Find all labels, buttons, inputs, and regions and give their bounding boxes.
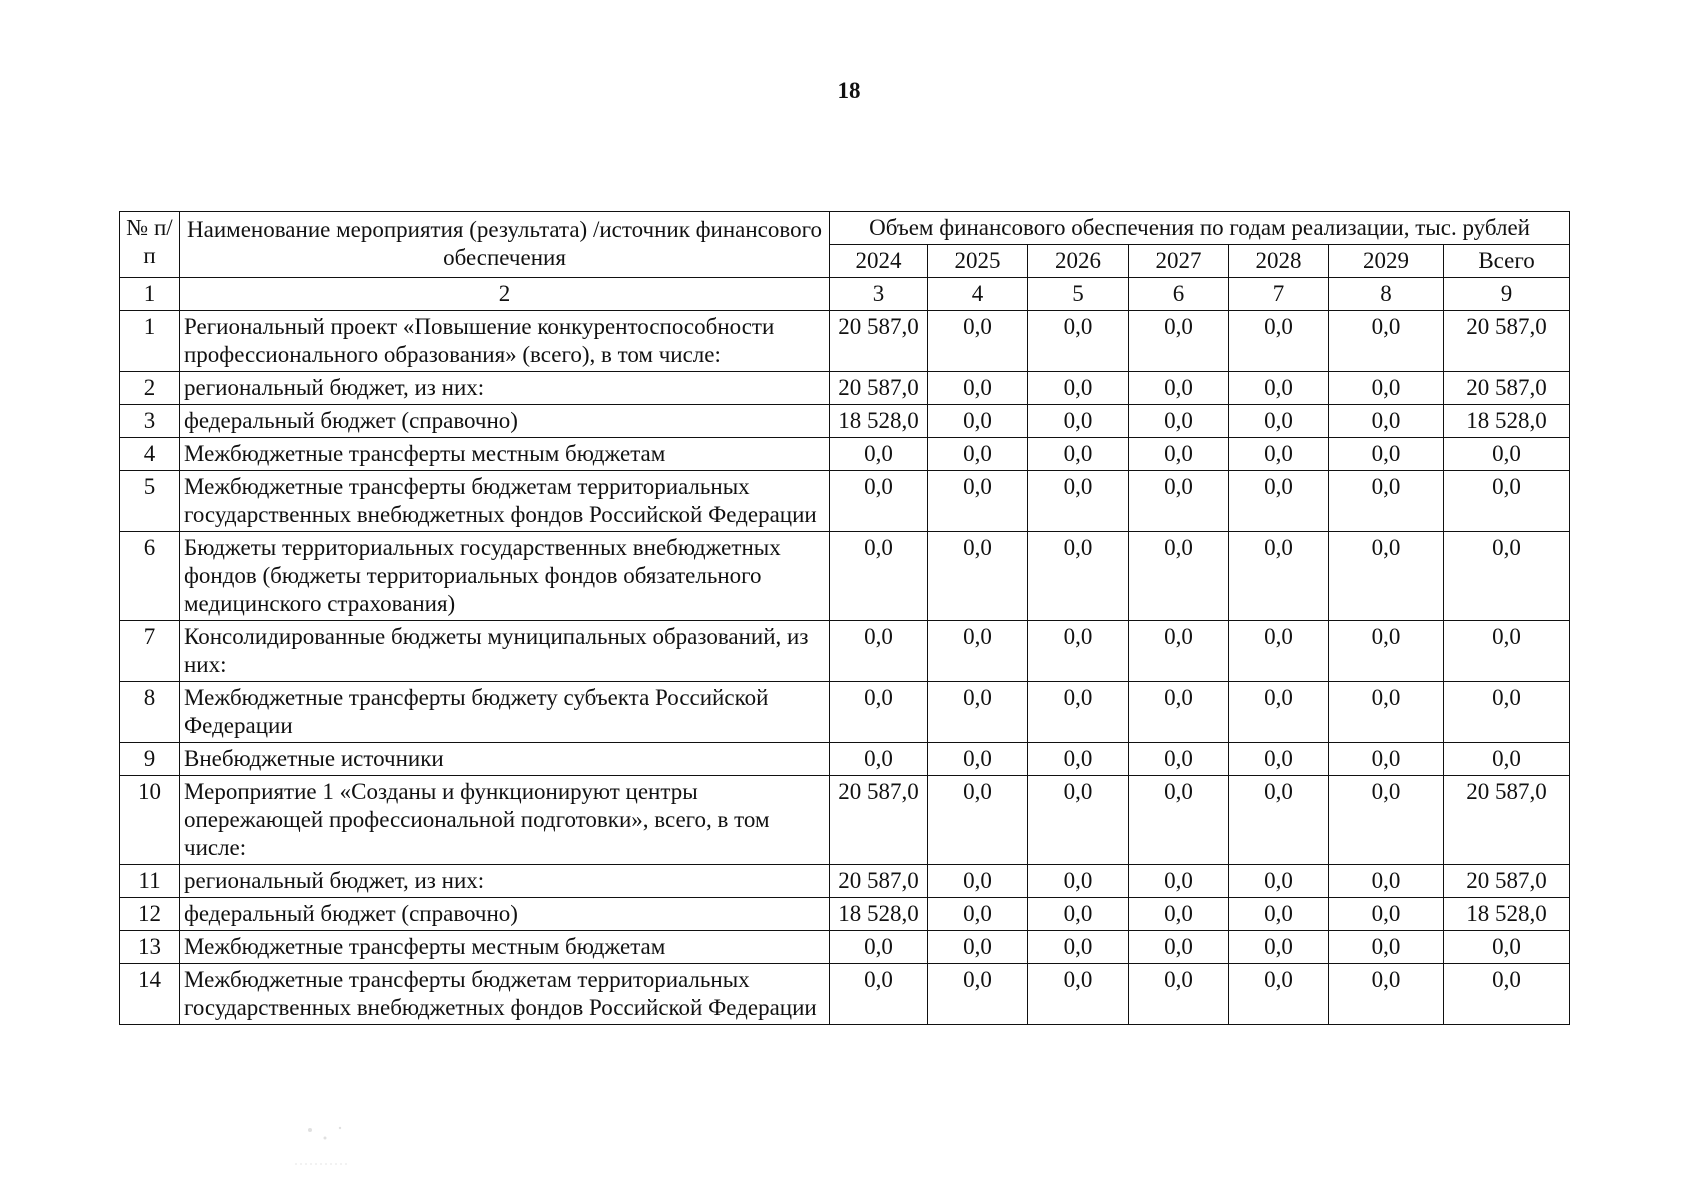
row-year-value: 0,0: [1129, 405, 1229, 438]
scan-artifact: [290, 1120, 360, 1170]
column-number: 2: [180, 278, 830, 311]
row-number: 3: [120, 405, 180, 438]
row-year-value: 0,0: [1129, 964, 1229, 1025]
column-number: 5: [1028, 278, 1129, 311]
row-total-value: 0,0: [1444, 682, 1570, 743]
row-name: Межбюджетные трансферты местным бюджетам: [180, 438, 830, 471]
row-total-value: 20 587,0: [1444, 776, 1570, 865]
row-year-value: 0,0: [928, 372, 1028, 405]
header-year: 2029: [1329, 245, 1444, 278]
row-year-value: 0,0: [1329, 311, 1444, 372]
row-total-value: 0,0: [1444, 471, 1570, 532]
row-year-value: 0,0: [1129, 898, 1229, 931]
page-number: 18: [837, 78, 861, 103]
row-year-value: 0,0: [1329, 621, 1444, 682]
column-number: 8: [1329, 278, 1444, 311]
table-row: [120, 964, 1570, 1025]
row-year-value: 0,0: [830, 471, 928, 532]
column-number: 1: [120, 278, 180, 311]
table-row: [120, 311, 1570, 372]
row-year-value: 0,0: [1229, 405, 1329, 438]
table-row: [120, 372, 1570, 405]
row-year-value: 0,0: [1329, 964, 1444, 1025]
row-number: 1: [120, 311, 180, 372]
row-number: 11: [120, 865, 180, 898]
row-number: 13: [120, 931, 180, 964]
header-year: 2027: [1129, 245, 1229, 278]
table-row: [120, 438, 1570, 471]
row-name: Межбюджетные трансферты местным бюджетам: [180, 931, 830, 964]
row-year-value: 20 587,0: [830, 311, 928, 372]
row-year-value: 20 587,0: [830, 865, 928, 898]
row-name: Межбюджетные трансферты бюджетам территориальных государственных внебюджетных фондов Российской Федерации: [180, 964, 830, 1025]
header-num: № п/п: [120, 212, 180, 278]
row-year-value: 0,0: [928, 776, 1028, 865]
table-row: [120, 532, 1570, 621]
row-total-value: 18 528,0: [1444, 405, 1570, 438]
row-year-value: 0,0: [928, 682, 1028, 743]
row-year-value: 0,0: [1028, 964, 1129, 1025]
row-year-value: 0,0: [1329, 931, 1444, 964]
column-number: 3: [830, 278, 928, 311]
table-row: [120, 898, 1570, 931]
row-name: Внебюджетные источники: [180, 743, 830, 776]
row-name: региональный бюджет, из них:: [180, 372, 830, 405]
row-year-value: 0,0: [1329, 372, 1444, 405]
row-total-value: 0,0: [1444, 931, 1570, 964]
row-name: региональный бюджет, из них:: [180, 865, 830, 898]
row-number: 9: [120, 743, 180, 776]
row-year-value: 20 587,0: [830, 372, 928, 405]
row-year-value: 0,0: [1028, 682, 1129, 743]
row-year-value: 0,0: [1028, 471, 1129, 532]
row-year-value: 0,0: [1329, 743, 1444, 776]
row-year-value: 20 587,0: [830, 776, 928, 865]
row-year-value: 0,0: [1129, 471, 1229, 532]
row-year-value: 0,0: [1329, 865, 1444, 898]
row-year-value: 0,0: [1329, 682, 1444, 743]
row-year-value: 0,0: [1229, 311, 1329, 372]
row-name: Межбюджетные трансферты бюджету субъекта Российской Федерации: [180, 682, 830, 743]
row-year-value: 0,0: [1028, 743, 1129, 776]
row-year-value: 0,0: [928, 865, 1028, 898]
row-year-value: 0,0: [1329, 532, 1444, 621]
row-number: 4: [120, 438, 180, 471]
column-number-row: [120, 278, 1570, 311]
row-year-value: 0,0: [1028, 405, 1129, 438]
row-year-value: 0,0: [1229, 621, 1329, 682]
table-row: [120, 743, 1570, 776]
header-year: 2025: [928, 245, 1028, 278]
row-year-value: 18 528,0: [830, 898, 928, 931]
row-number: 2: [120, 372, 180, 405]
row-number: 12: [120, 898, 180, 931]
row-year-value: 0,0: [1229, 438, 1329, 471]
row-name: Бюджеты территориальных государственных внебюджетных фондов (бюджеты территориальных фондов обязательного медицинского страхования): [180, 532, 830, 621]
column-number: 6: [1129, 278, 1229, 311]
row-year-value: 0,0: [1329, 898, 1444, 931]
column-number: 9: [1444, 278, 1570, 311]
row-year-value: 0,0: [1129, 743, 1229, 776]
row-year-value: 0,0: [928, 532, 1028, 621]
row-year-value: 0,0: [1129, 438, 1229, 471]
row-year-value: 0,0: [1129, 532, 1229, 621]
header-year: 2028: [1229, 245, 1329, 278]
row-year-value: 0,0: [928, 311, 1028, 372]
row-year-value: 0,0: [830, 532, 928, 621]
row-year-value: 0,0: [1028, 311, 1129, 372]
row-number: 5: [120, 471, 180, 532]
row-total-value: 0,0: [1444, 438, 1570, 471]
row-year-value: 0,0: [1028, 776, 1129, 865]
row-total-value: 0,0: [1444, 743, 1570, 776]
header-year: 2026: [1028, 245, 1129, 278]
row-name: Межбюджетные трансферты бюджетам территориальных государственных внебюджетных фондов Российской Федерации: [180, 471, 830, 532]
row-year-value: 0,0: [1229, 931, 1329, 964]
row-name: Консолидированные бюджеты муниципальных образований, из них:: [180, 621, 830, 682]
table-row: [120, 776, 1570, 865]
row-year-value: 0,0: [1329, 405, 1444, 438]
table-row: [120, 682, 1570, 743]
financing-table: [119, 211, 1570, 1025]
row-year-value: 0,0: [830, 931, 928, 964]
row-year-value: 0,0: [830, 682, 928, 743]
row-year-value: 0,0: [1129, 372, 1229, 405]
row-year-value: 0,0: [1129, 311, 1229, 372]
row-year-value: 0,0: [928, 471, 1028, 532]
row-year-value: 0,0: [830, 743, 928, 776]
row-year-value: 0,0: [1129, 865, 1229, 898]
header-name: Наименование мероприятия (результата) /источник финансового обеспечения: [180, 212, 830, 278]
row-total-value: 0,0: [1444, 621, 1570, 682]
row-year-value: 18 528,0: [830, 405, 928, 438]
row-year-value: 0,0: [1329, 471, 1444, 532]
row-year-value: 0,0: [1229, 776, 1329, 865]
row-year-value: 0,0: [928, 621, 1028, 682]
row-name: Мероприятие 1 «Созданы и функционируют центры опережающей профессиональной подготовки», всего, в том числе:: [180, 776, 830, 865]
row-year-value: 0,0: [1229, 743, 1329, 776]
row-total-value: 0,0: [1444, 532, 1570, 621]
column-number: 4: [928, 278, 1028, 311]
row-name: федеральный бюджет (справочно): [180, 898, 830, 931]
row-year-value: 0,0: [830, 438, 928, 471]
row-year-value: 0,0: [1129, 931, 1229, 964]
row-year-value: 0,0: [1028, 931, 1129, 964]
row-total-value: 18 528,0: [1444, 898, 1570, 931]
row-year-value: 0,0: [1329, 438, 1444, 471]
row-number: 6: [120, 532, 180, 621]
row-year-value: 0,0: [1229, 372, 1329, 405]
row-total-value: 0,0: [1444, 964, 1570, 1025]
row-year-value: 0,0: [830, 621, 928, 682]
row-year-value: 0,0: [928, 898, 1028, 931]
table-row: [120, 865, 1570, 898]
row-year-value: 0,0: [928, 964, 1028, 1025]
table-row: [120, 621, 1570, 682]
row-year-value: 0,0: [1129, 682, 1229, 743]
row-total-value: 20 587,0: [1444, 865, 1570, 898]
row-name: Региональный проект «Повышение конкурентоспособности профессионального образования» (всего), в том числе:: [180, 311, 830, 372]
row-total-value: 20 587,0: [1444, 372, 1570, 405]
row-total-value: 20 587,0: [1444, 311, 1570, 372]
row-year-value: 0,0: [1028, 621, 1129, 682]
table-row: [120, 405, 1570, 438]
row-year-value: 0,0: [1028, 532, 1129, 621]
row-year-value: 0,0: [928, 931, 1028, 964]
row-year-value: 0,0: [928, 743, 1028, 776]
row-year-value: 0,0: [1129, 621, 1229, 682]
column-number: 7: [1229, 278, 1329, 311]
row-year-value: 0,0: [830, 964, 928, 1025]
row-year-value: 0,0: [1229, 532, 1329, 621]
row-number: 14: [120, 964, 180, 1025]
row-year-value: 0,0: [1229, 964, 1329, 1025]
row-year-value: 0,0: [1129, 776, 1229, 865]
row-year-value: 0,0: [1329, 776, 1444, 865]
row-number: 8: [120, 682, 180, 743]
row-year-value: 0,0: [1229, 471, 1329, 532]
header-year: 2024: [830, 245, 928, 278]
row-year-value: 0,0: [1028, 898, 1129, 931]
header-volume: Объем финансового обеспечения по годам реализации, тыс. рублей: [830, 212, 1570, 245]
row-year-value: 0,0: [1229, 865, 1329, 898]
row-name: федеральный бюджет (справочно): [180, 405, 830, 438]
row-number: 7: [120, 621, 180, 682]
row-year-value: 0,0: [1028, 438, 1129, 471]
table-row: [120, 471, 1570, 532]
table-row: [120, 931, 1570, 964]
row-year-value: 0,0: [1028, 865, 1129, 898]
row-year-value: 0,0: [1229, 898, 1329, 931]
header-total: Всего: [1444, 245, 1570, 278]
row-year-value: 0,0: [1229, 682, 1329, 743]
row-year-value: 0,0: [928, 438, 1028, 471]
row-year-value: 0,0: [928, 405, 1028, 438]
row-number: 10: [120, 776, 180, 865]
row-year-value: 0,0: [1028, 372, 1129, 405]
header-row-top: [120, 212, 1570, 245]
